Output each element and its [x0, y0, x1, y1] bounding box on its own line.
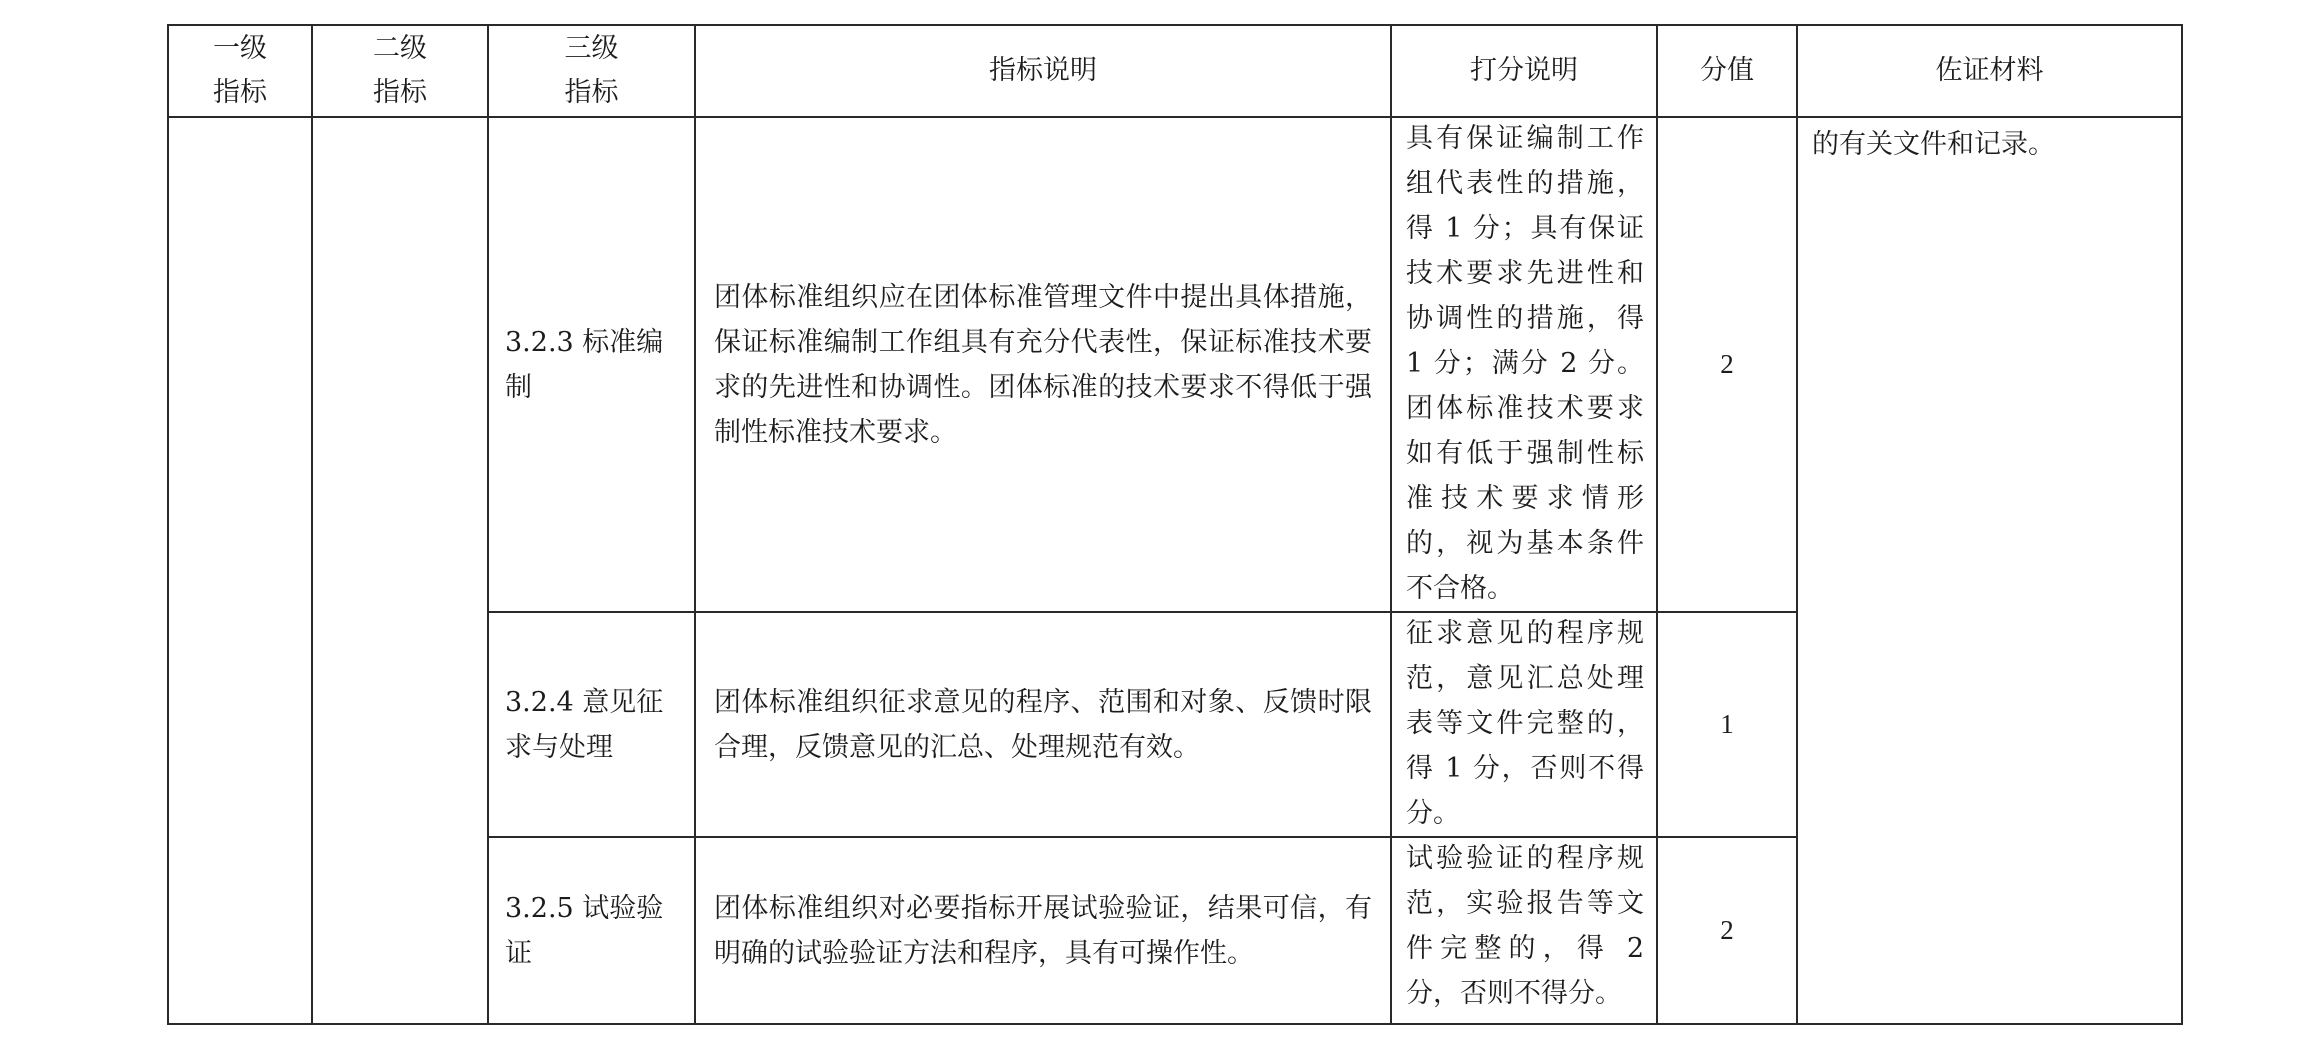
level3-indicator-cell: 3.2.5 试验验证 — [488, 837, 695, 1024]
evidence-material-cell: 的有关文件和记录。 — [1797, 117, 2182, 1024]
indicator-description-cell: 团体标准组织应在团体标准管理文件中提出具体措施，保证标准编制工作组具有充分代表性，保证标准技术要求的先进性和协调性。团体标准的技术要求不得低于强制性标准技术要求。 — [695, 117, 1391, 612]
scoring-description-cell — [1391, 837, 1657, 1024]
header-row — [168, 25, 2182, 117]
header-level2-indicator: 二级 指标 — [312, 25, 488, 117]
header-level3-indicator: 三级 指标 — [488, 25, 695, 117]
score-value-cell: 2 — [1657, 837, 1797, 1024]
header-score-value: 分值 — [1657, 25, 1797, 117]
indicator-description-cell: 团体标准组织征求意见的程序、范围和对象、反馈时限合理，反馈意见的汇总、处理规范有效。 — [695, 612, 1391, 837]
level3-indicator-cell: 3.2.4 意见征求与处理 — [488, 612, 695, 837]
scoring-description-cell — [1391, 117, 1657, 612]
scoring-text: 征求意见的程序规范，意见汇总处理表等文件完整的，得 1 分，否则不得分。 — [1406, 618, 1644, 829]
scoring-text: 具有保证编制工作组代表性的措施，得 1 分；具有保证技术要求先进性和协调性的措施，得 1 分；满分 2 分。团体标准技术要求如有低于强制性标准技术要求情形的，视为基本条件不合格。 — [1406, 123, 1644, 604]
table-row — [168, 117, 2182, 612]
evaluation-table — [167, 24, 2183, 1025]
scoring-text: 试验验证的程序规范，实验报告等文件完整的，得 2 分，否则不得分。 — [1406, 843, 1644, 1009]
level1-cell — [168, 117, 312, 1024]
level2-cell — [312, 117, 488, 1024]
score-value-cell: 2 — [1657, 117, 1797, 612]
level3-indicator-cell: 3.2.3 标准编制 — [488, 117, 695, 612]
header-scoring-description: 打分说明 — [1391, 25, 1657, 117]
score-value-cell: 1 — [1657, 612, 1797, 837]
header-level1-indicator: 一级 指标 — [168, 25, 312, 117]
header-indicator-description: 指标说明 — [695, 25, 1391, 117]
indicator-description-cell: 团体标准组织对必要指标开展试验验证，结果可信，有明确的试验验证方法和程序，具有可操作性。 — [695, 837, 1391, 1024]
header-evidence-material: 佐证材料 — [1797, 25, 2182, 117]
scoring-description-cell — [1391, 612, 1657, 837]
